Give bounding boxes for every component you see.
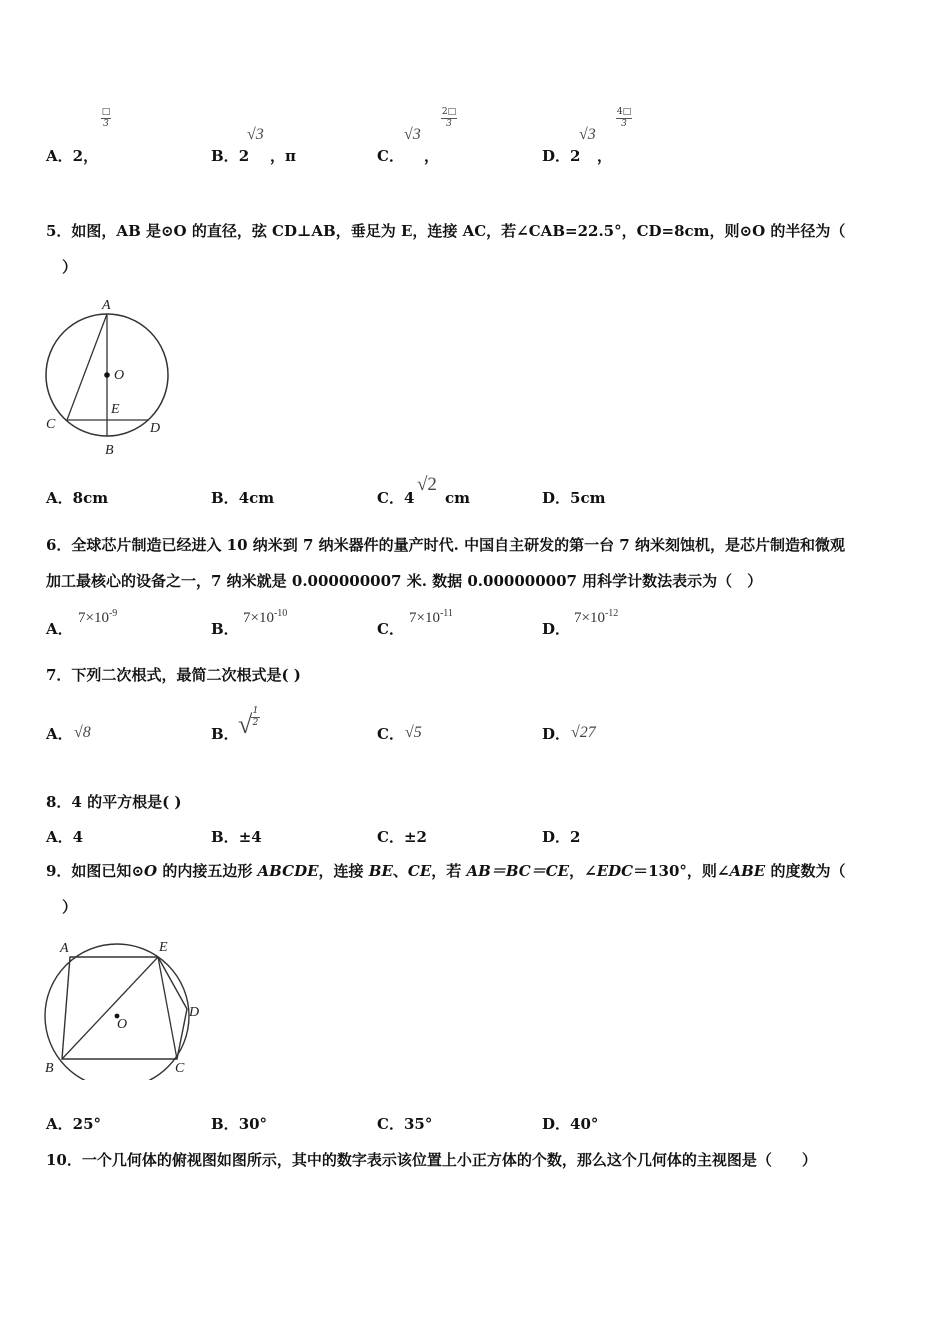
q4-option-b[interactable]: B．2 [211, 147, 250, 165]
q4-option-c-radical: √3 [404, 126, 421, 143]
q4-option-d-fraction: 4□ 3 [616, 107, 632, 129]
q7-stem: 7．下列二次根式，最简二次根式是( ) [46, 666, 301, 684]
q5-option-d[interactable]: D．5cm [542, 489, 606, 507]
q5-segment-ac [67, 314, 107, 420]
q8-option-b[interactable]: B．±4 [211, 828, 262, 846]
q9-pentagon-figure [38, 930, 213, 1080]
q5-label-b: B [105, 443, 114, 458]
q4-option-b-radical: √3 [247, 126, 264, 143]
q9-label-d: D [189, 1005, 200, 1020]
q9-option-c[interactable]: C．35° [377, 1115, 433, 1133]
q9-pentagon-abcde [62, 957, 187, 1059]
q5-label-o: O [114, 368, 125, 383]
q5-circle-figure [40, 292, 175, 462]
q4-option-d-tail: ， [597, 147, 613, 165]
q9-label-b: B [45, 1061, 54, 1076]
q5-option-b[interactable]: B．4cm [211, 489, 275, 507]
q6-option-d-value: $7\times 10^{-12}$ [574, 608, 619, 626]
q4-option-a-fraction: □ 3 [101, 107, 111, 129]
q7-option-a-radical: √8 [74, 724, 91, 741]
q7-option-d[interactable]: D． [542, 725, 571, 743]
q5-label-d: D [150, 421, 161, 436]
q8-option-c[interactable]: C．±2 [377, 828, 427, 846]
q8-stem: 8．4 的平方根是( ) [46, 793, 182, 811]
q9-label-o: O [117, 1017, 128, 1032]
q7-option-b-radical: √ [238, 710, 253, 739]
q7-option-a[interactable]: A． [46, 725, 73, 743]
q5-option-c[interactable]: C．4 [377, 489, 415, 507]
q5-option-a[interactable]: A．8cm [46, 489, 109, 507]
q5-label-c: C [46, 417, 56, 432]
q6-option-b[interactable]: B． [211, 620, 239, 638]
q10-stem: 10．一个几何体的俯视图如图所示，其中的数字表示该位置上小正方体的个数，那么这个几何体的主视图是（ ） [46, 1151, 817, 1169]
q8-option-d[interactable]: D．2 [542, 828, 581, 846]
q5-stem-line1: 5．如图，AB 是⊙O 的直径，弦 CD⊥AB，垂足为 E，连接 AC，若∠CAB=22.5°，CD=8cm，则⊙O 的半径为（ [46, 222, 846, 240]
q5-label-a: A [102, 298, 111, 313]
q6-option-b-value: $7\times 10^{-10}$ [243, 608, 288, 626]
q9-stem-line1: 9．如图已知⊙O 的内接五边形 ABCDE，连接 BE、CE，若 AB＝BC＝CE，∠EDC＝130°，则∠ABE 的度数为（ [46, 862, 846, 880]
q9-option-b[interactable]: B．30° [211, 1115, 268, 1133]
q5-option-c-radical: √2 [417, 474, 437, 495]
q6-option-d[interactable]: D． [542, 620, 571, 638]
q5-stem-line2: ） [62, 258, 78, 276]
q7-option-c[interactable]: C． [377, 725, 404, 743]
q4-option-c-tail: ， [424, 147, 440, 165]
q4-option-a[interactable]: A．2， [46, 147, 99, 165]
q5-center-point [104, 372, 110, 378]
q9-option-a[interactable]: A．25° [46, 1115, 102, 1133]
q7-option-c-radical: √5 [405, 724, 422, 741]
q4-option-d[interactable]: D．2 [542, 147, 581, 165]
q9-label-a: A [60, 941, 69, 956]
q6-option-c-value: $7\times 10^{-11}$ [409, 608, 453, 626]
q6-stem-line2: 加工最核心的设备之一，7 纳米就是 0.000000007 米. 数据 0.000000007 用科学计数法表示为（ ） [46, 572, 763, 590]
q9-segment-be [62, 957, 158, 1059]
q8-option-a[interactable]: A．4 [46, 828, 84, 846]
q5-option-c-unit: cm [445, 489, 471, 507]
q6-stem-line1: 6．全球芯片制造已经进入 10 纳米到 7 纳米器件的量产时代. 中国自主研发的第一台 7 纳米刻蚀机，是芯片制造和微观 [46, 536, 845, 554]
q6-option-c[interactable]: C． [377, 620, 404, 638]
q9-option-d[interactable]: D．40° [542, 1115, 599, 1133]
q7-option-b[interactable]: B． [211, 725, 239, 743]
q5-label-e: E [111, 402, 120, 417]
q4-option-c[interactable]: C． [377, 147, 404, 165]
q6-option-a-value: $7\times 10^{-9}$ [78, 608, 118, 626]
q4-option-b-tail: ，π [270, 147, 296, 165]
q4-option-c-fraction: 2□ 3 [441, 107, 457, 129]
q7-option-d-radical: √27 [571, 724, 596, 741]
q9-label-e: E [159, 940, 168, 955]
q7-option-b-fraction: 1 2 [252, 706, 259, 728]
q4-option-d-radical: √3 [579, 126, 596, 143]
q9-label-c: C [175, 1061, 185, 1076]
q6-option-a[interactable]: A． [46, 620, 73, 638]
q9-stem-line2: ） [62, 898, 78, 916]
